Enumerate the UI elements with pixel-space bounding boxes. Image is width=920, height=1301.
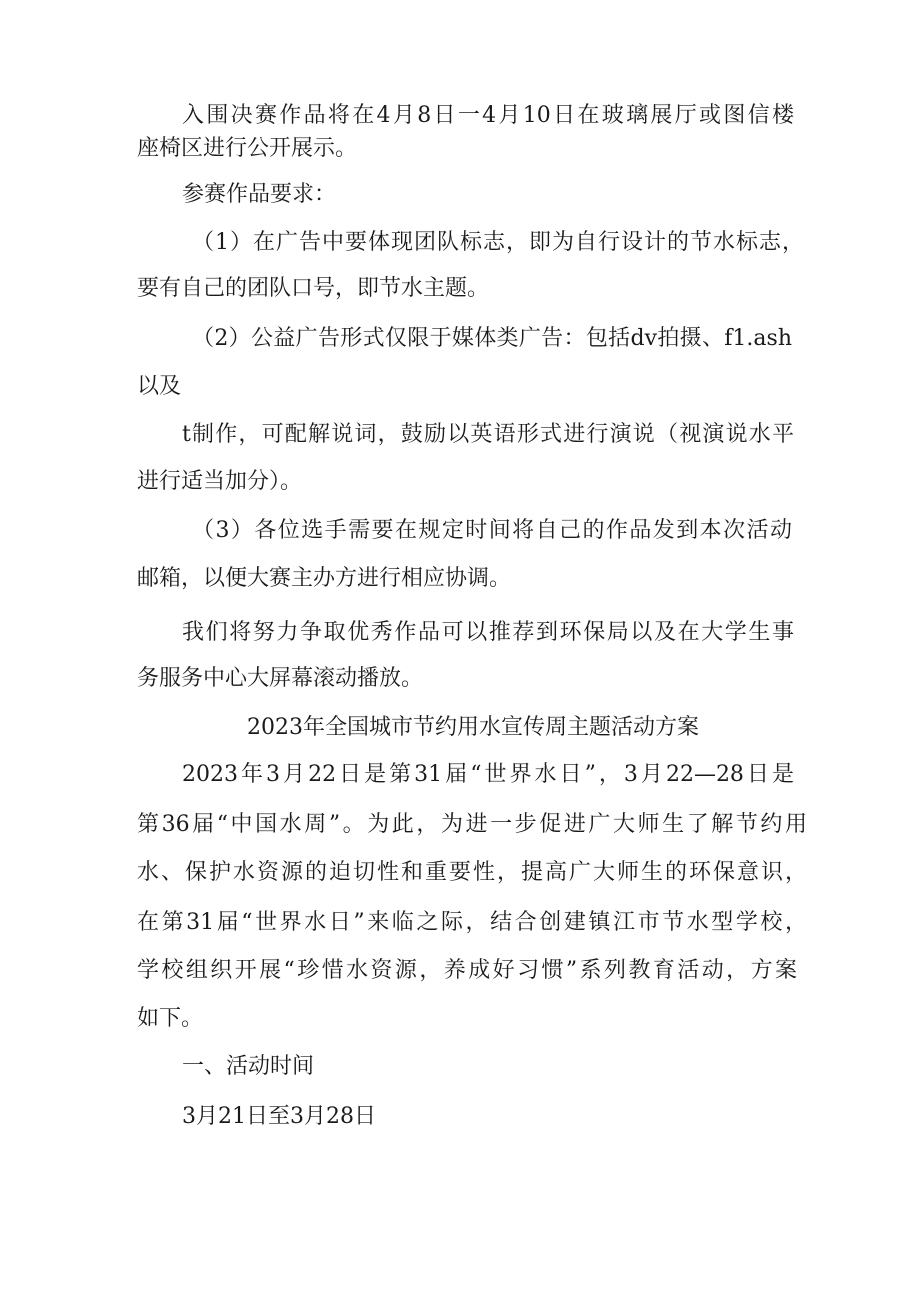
- paragraph-line: 要有自己的团队口号，即节水主题。: [137, 276, 490, 301]
- paragraph-line: 务服务中心大屏幕滚动播放。: [137, 666, 424, 691]
- paragraph-line: 进行适当加分）。: [137, 469, 303, 494]
- paragraph-line: t制作，可配解说词，鼓励以英语形式进行演说（视演说水平: [182, 422, 794, 447]
- paragraph-line: 2023年3月22日是第31届“世界水日”，3月22—28日是: [182, 762, 794, 787]
- paragraph-line: 座椅区进行公开展示。: [137, 136, 358, 161]
- paragraph-line: 以及: [137, 374, 182, 399]
- section-title: 2023年全国城市节约用水宣传周主题活动方案: [247, 715, 699, 740]
- paragraph-line: 3月21日至3月28日: [182, 1104, 376, 1129]
- paragraph-line: （3）各位选手需要在规定时间将自己的作品发到本次活动: [192, 518, 792, 543]
- paragraph-line: （2）公益广告形式仅限于媒体类广告：包括dv拍摄、f1.ash: [192, 326, 792, 351]
- paragraph-line: 如下。: [137, 1006, 204, 1031]
- paragraph-line: （1）在广告中要体现团队标志，即为自行设计的节水标志，: [192, 230, 804, 255]
- paragraph-line: 在第31届“世界水日”来临之际，结合创建镇江市节水型学校，: [137, 910, 807, 935]
- paragraph-line: 学校组织开展“珍惜水资源，养成好习惯”系列教育活动，方案: [137, 958, 797, 983]
- paragraph-line: 参赛作品要求：: [182, 182, 337, 207]
- paragraph-line: 邮箱，以便大赛主办方进行相应协调。: [137, 566, 512, 591]
- paragraph-line: 我们将努力争取优秀作品可以推荐到环保局以及在大学生事: [182, 620, 794, 645]
- section-heading: 一、活动时间: [182, 1054, 315, 1079]
- paragraph-line: 第36届“中国水周”。为此，为进一步促进广大师生了解节约用: [137, 812, 807, 837]
- paragraph-line: 入围决赛作品将在4月8日一4月10日在玻璃展厅或图信楼: [182, 103, 794, 128]
- paragraph-line: 水、保护水资源的迫切性和重要性，提高广大师生的环保意识，: [137, 860, 807, 885]
